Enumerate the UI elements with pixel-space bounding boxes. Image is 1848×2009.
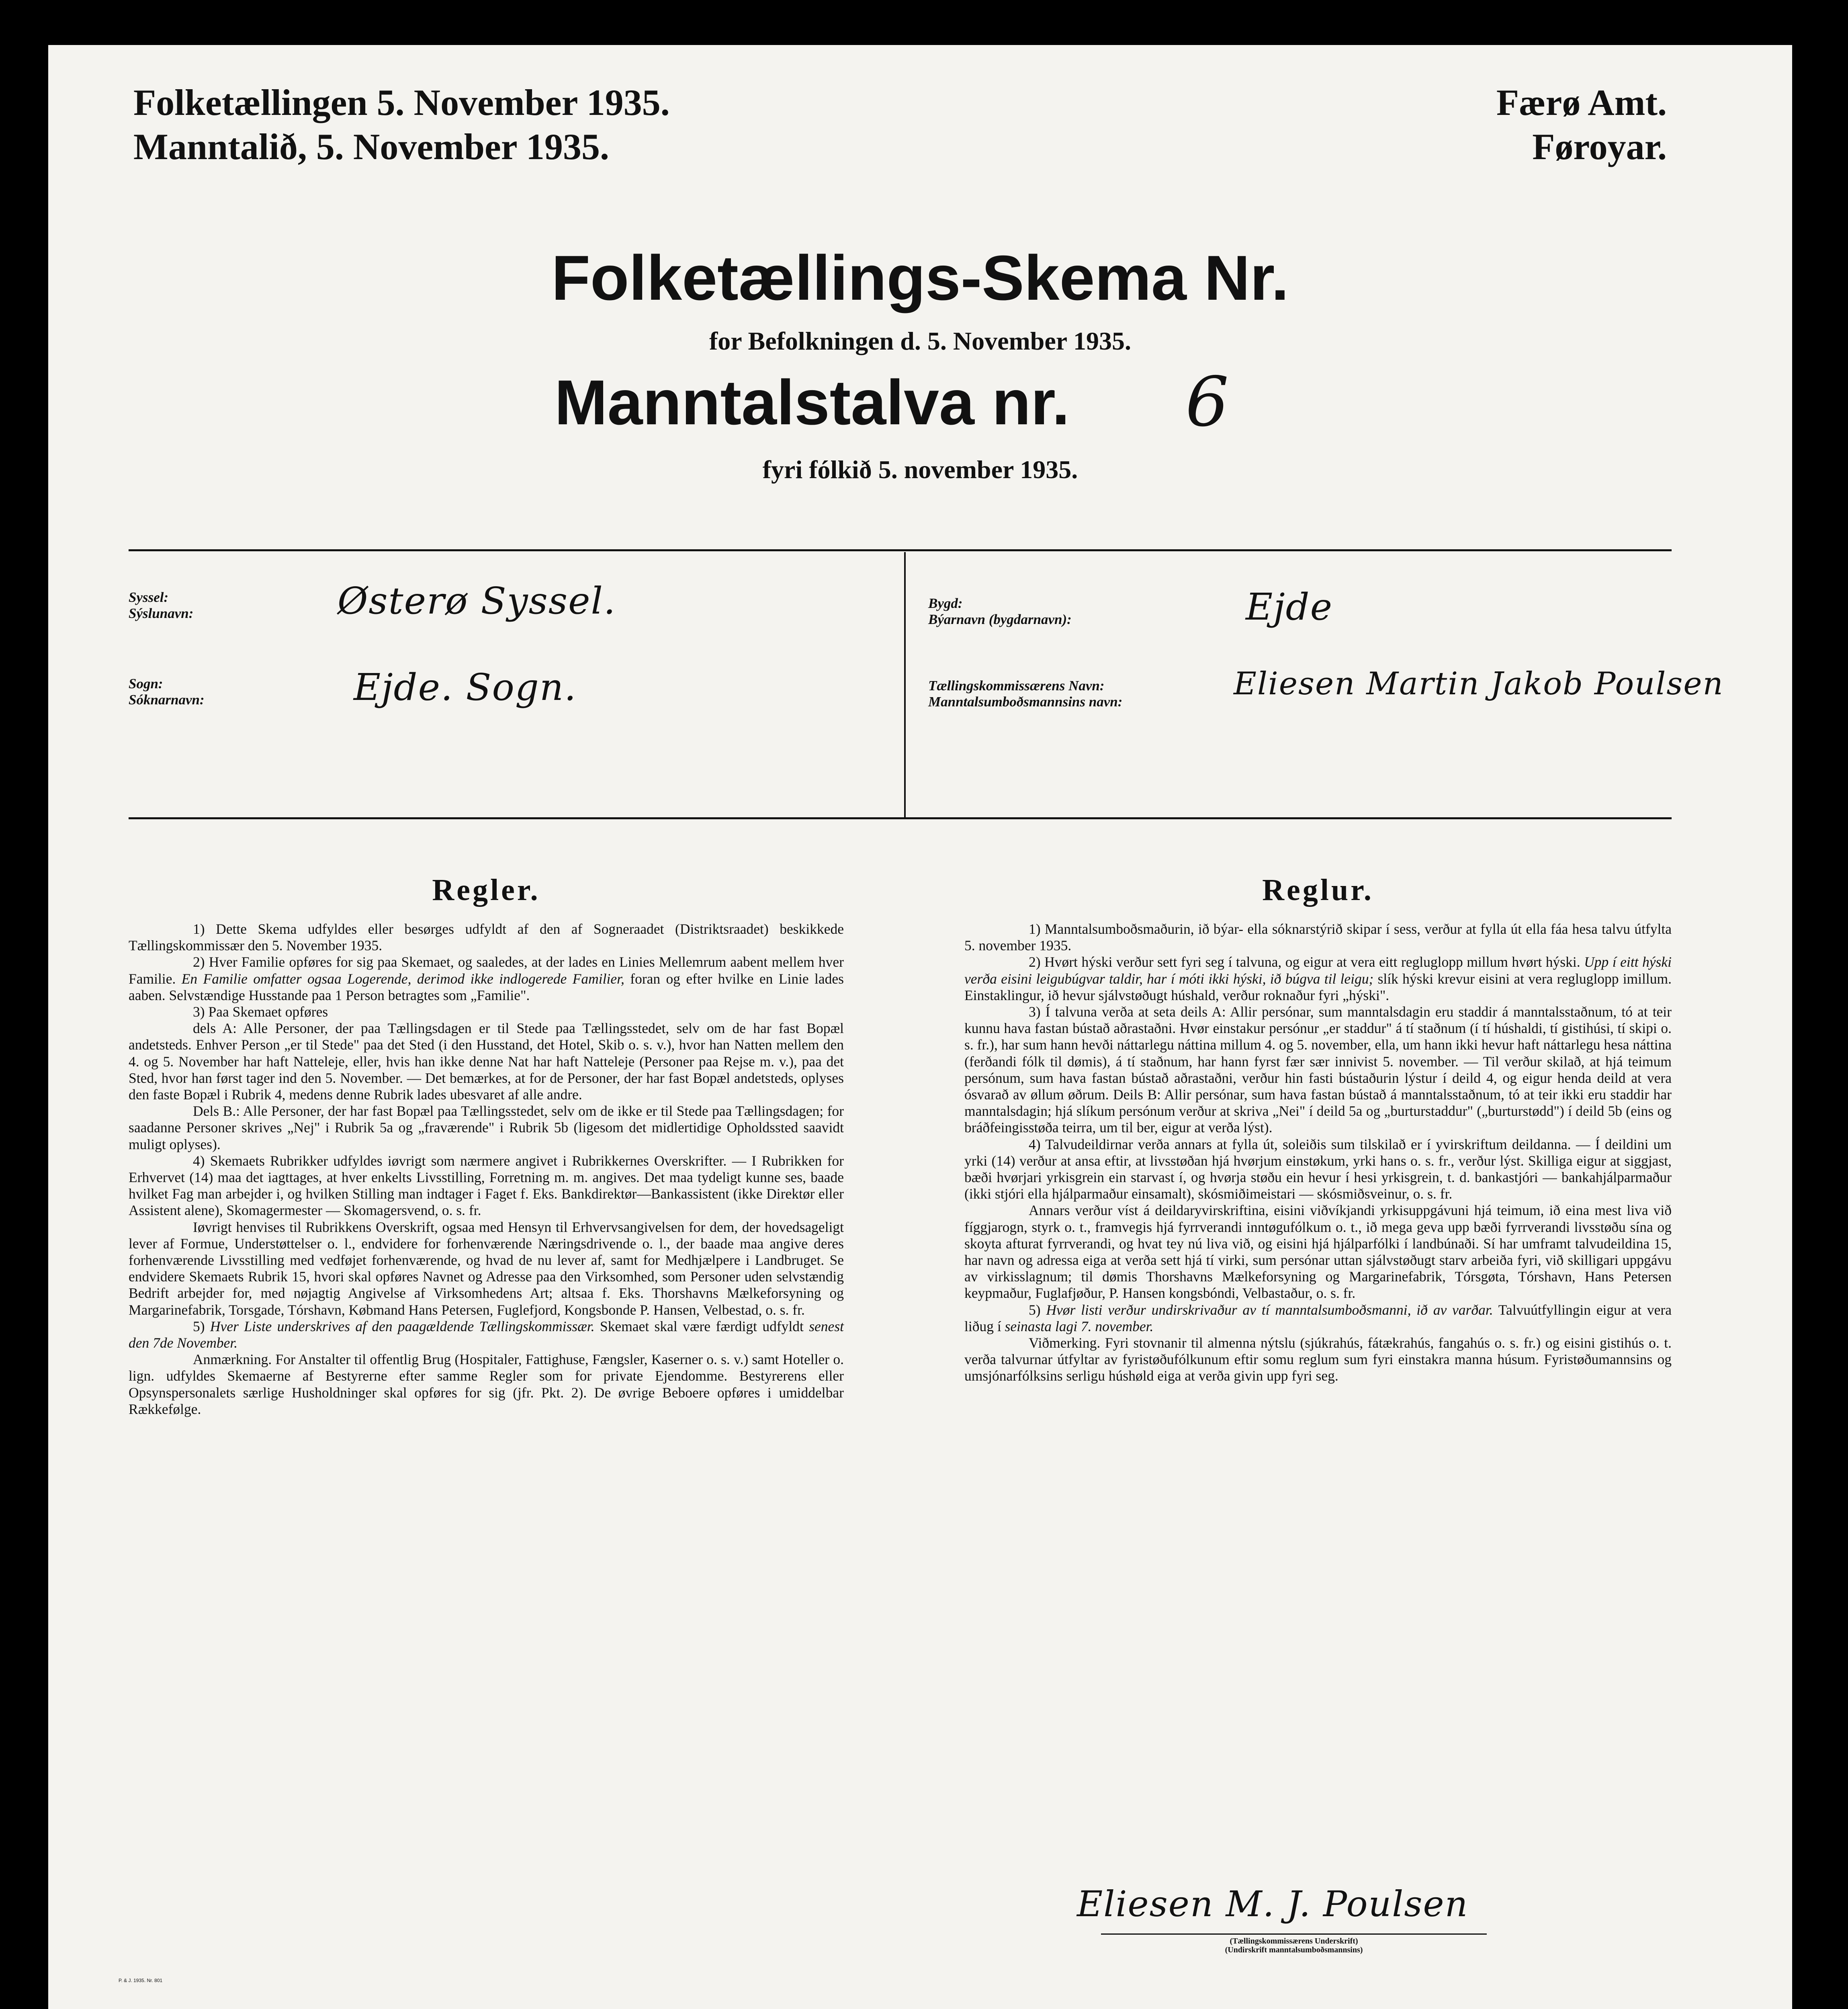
divider-top (129, 549, 1672, 551)
rules-da-note: Anmærkning. For Anstalter til offentlig Brug (Hospitaler, Fattighuse, Fængsler, Kaserner o. s. v.) samt Hoteller o. lign. udfyldes Skemaerne af Bestyrerne efter samme Regler som for private Ejendomme. Bestyrerens eller Opsynspersonalets særlige Husholdninger skal opføres for sig (jfr. Pkt. 2). De øvrige Beboere opføres i umiddelbar Rækkefølge. (129, 1351, 844, 1417)
sogn-value: Ejde. Sogn. (354, 666, 577, 709)
bygd-value: Ejde (1246, 585, 1333, 628)
rules-da-p3: 3) Paa Skemaet opføres (193, 1004, 328, 1020)
bygd-label: Bygd: Býarnavn (bygdarnavn): (928, 595, 1072, 627)
divider-vertical (904, 552, 906, 817)
signature-line (1101, 1933, 1487, 1935)
form-subtitle-faroese: fyri fólkið 5. november 1935. (762, 455, 1078, 484)
census-form-page (48, 45, 1792, 2009)
form-title: Folketællings-Skema Nr. (551, 243, 1289, 313)
rules-fo-p4: 4) Talvudeildirnar verða annars at fylla út, soleiðis sum tilskilað er í yvirskriftum deildanna. — Í deildini um yrki (14) verður at ansa eftir, at livsstøðan hjá hvørjum einstøkum, yrki hans o. s. fr., verður lýst. Skilliga eigur at siggjast, bæði hvørjari yrkisgrein ein starvast í, og hvørja støðu ein hevur í hesi yrkisgrein, t. d. bankastjóri — bankahjálparmaður (ikki stjóri ella hjálparmaður einsamalt), skósmiðimeistari — skósmiðsveinur, o. s. fr. (964, 1136, 1672, 1202)
rules-da-p3b: Dels B.: Alle Personer, der har fast Bopæl paa Tællingsstedet, selv om de ikke er til Stede paa Tællingsdagen; for saadanne Personer skrives „Nej" i Rubrik 5a og „fraværende" i Rubrik 5b (ligesom det midlertidige Opholdssted saavidt muligt oplyses). (129, 1103, 844, 1152)
rules-da-p1: 1) Dette Skema udfyldes eller besørges udfyldt af den af Sogneraadet (Distriktsraadet) beskikkede Tællingskommissær den 5. November 1935. (129, 921, 844, 954)
header-right-line2: Føroyar. (1532, 126, 1667, 167)
form-subtitle: for Befolkningen d. 5. November 1935. (709, 327, 1132, 355)
rules-fo-p5: 5) Hvør listi verður undirskrivaður av tí manntalsumboðsmanni, ið av varðar. Talvuútfyllingin eigur at vera liðug í seinasta lagi 7. november. (964, 1301, 1672, 1334)
syssel-label: Syssel: Sýslunavn: (129, 589, 194, 621)
rules-da-p3a: dels A: Alle Personer, der paa Tællingsdagen er til Stede paa Tællingsstedet, selv om de har fast Bopæl andetsteds. Enhver Person „er til Stede" paa det Sted (i den Husstand, det Hotel, Skib o. s. v.), hvor han Natten mellem den 4. og 5. November har haft Natteleje, eller, hvis han ikke denne Nat har haft Natteleje (Personer paa Rejse m. v.), paa det Sted, hvor han først tager ind den 5. November. — Det bemærkes, at for de Personer, der har fast Bopæl andetsteds, oplyses den faste Bopæl i Rubrik 4, medens denne Rubrik lades ubesvaret af alle andre. (129, 1020, 844, 1103)
rules-da-p2: 2) Hver Familie opføres for sig paa Skemaet, og saaledes, at der lades en Linies Mellemrum aabent mellem hver Familie. En Familie omfatter ogsaa Logerende, derimod ikke indlogerede Familier, foran og efter hvilke en Linie lades aaben. Selvstændige Husstande paa 1 Person betragtes som „Familie". (129, 954, 844, 1003)
rules-da-p4: 4) Skemaets Rubrikker udfyldes iøvrigt som nærmere angivet i Rubrikkernes Overskrifter. — I Rubrikken for Erhvervet (14) maa det iagttages, at hver enkelts Livsstilling, Forretning m. m. angives. Det maa tydeligt kunne ses, baade hvilket Fag man arbejder i, og hvilken Stilling man indtager i Faget f. Eks. Bankdirektør—Bankassistent (ikke Direktør eller Assistent alene), Skomagermester — Skomagersvend, o. s. fr. (129, 1152, 844, 1219)
header-right-line1: Færø Amt. (1496, 82, 1667, 123)
rules-fo-p4b: Annars verður víst á deildaryvirskriftina, eisini viðvíkjandi yrkisuppgávuni hjá teimum, ið eina mest liva við fíggjarogn, styrk o. t., framvegis hjá fyrrverandi inntøgufólkum o. t., ið mega geva upp bæði fyrrverandi livsstøðu sína og skoyta afturat fyrrverandi, og hvat tey nú liva við, og eisini hjá hjálparfólki í landbúnaði. Sí har umframt talvudeildina 15, har navn og adressa eiga at verða sett hjá tí virki, sum persónar uttan sjálvstøðugt starv arbeiða fyri, við skilligari uppgávu av virkisslagnum; til dømis Thorshavns Mælkeforsyning og Margarinefabrik, Tórsgøta, Tórshavn, Hans Petersen keypmaður, Fuglafjøður, P. Hansen kongsbóndi, Velbastaður, o. s. fr. (964, 1202, 1672, 1301)
signature-caption: (Tællingskommissærens Underskrift) (Undirskrift manntalsumboðsmannsins) (1225, 1937, 1363, 1954)
rules-fo-p3: 3) Í talvuna verða at seta deils A: Allir persónar, sum manntalsdagin eru staddir á manntalsstaðnum, tó at teir kunnu hava fastan bústað aðrastaðni. Hvør einstakur persónur „er staddur" á tí staðnum (í tí húshaldi, tí gistihúsi, tí skipi o. s. fr.), har sum hann hevði náttarlegu náttina millum 4. og 5. november, ella, um hann ikki hevur haft náttarlegu hesa náttina (ferðandi fólk til dømis), á tí staðnum, har hann fyrst fær sær innivist 5. november. — Til verður skilað, at hjá teimum persónum, sum hava fastan bústað aðrastaðni, verður hin fasti bústaðurin lýstur í deild 4, og eigur henda deild at vera ósvarað av øllum øðrum. Deils B: Allir persónar, sum hava fastan bústað á manntalsstaðnum, tó at teir ikki eru staddir har manntalsdagin; hjá slíkum persónum verður at skriva „Nei" í deild 5a og „burturstaddur" („burturstødd") í deild 5b (eins og bráðfeingisstøða teirra, um til ber, eigur at verða lýst). (964, 1004, 1672, 1136)
kommissaer-value: Eliesen Martin Jakob Poulsen (1234, 666, 1724, 702)
printer-mark: P. & J. 1935. Nr. 801 (119, 1978, 163, 1983)
rules-fo-p2: 2) Hvørt hýski verður sett fyri seg í talvuna, og eigur at vera eitt regluglopp millum hvørt hýski. Upp í eitt hýski verða eisini leigubúgvar taldir, har í móti ikki hýski, ið búgva til leigu; slík hýski krevur eisini at vera regluglopp imillum. Einstaklingur, ið hevur sjálvstøðugt húshald, verður roknaður fyri „hýski". (964, 954, 1672, 1003)
header-left-line2: Manntalið, 5. November 1935. (133, 126, 610, 167)
rules-fo-note: Viðmerking. Fyri stovnanir til almenna nýtslu (sjúkrahús, fátækrahús, fangahús o. s. fr.) og eisini gistihús o. t. verða talvurnar útfyltar av fyristøðufólkunum eftir somu reglum sum fyri einstakra manna húsum. Fyristøðumannsins og umsjónarfólksins serligu húshøld eiga at verða givin upp fyri seg. (964, 1335, 1672, 1384)
divider-bottom (129, 817, 1672, 819)
kommissaer-label: Tællingskommissærens Navn: Manntalsumboðsmannsins navn: (928, 678, 1123, 710)
rules-fo-p1: 1) Manntalsumboðsmaðurin, ið býar- ella sóknarstýrið skipar í sess, verður at fylla út ella fáa hesa talvu útfylta 5. november 1935. (964, 921, 1672, 954)
form-number: 6 (1185, 362, 1230, 442)
rules-da-text (129, 921, 844, 1418)
syssel-value: Østerø Syssel. (338, 579, 616, 622)
rules-da-p4b: Iøvrigt henvises til Rubrikkens Overskrift, ogsaa med Hensyn til Erhvervsangivelsen for dem, der hovedsageligt lever af Formue, Understøttelser o. l., endvidere for forhenværende Næringsdrivende o. l., der baade maa angive deres forhenværende Livsstilling med vedføjet forhenværende, og hvad de nu lever af, samt for Medhjælpere i Landbruget. Se endvidere Skemaets Rubrik 15, hvori skal opføres Navnet og Adresse paa den Virksomhed, som Personer uden selvstændig Bedrift arbejder for, med nøjagtig Angivelse af Virksomhedens Art; altsaa f. Eks. Thorshavns Mælkeforsyning og Margarinefabrik, Torsgade, Tórshavn, Købmand Hans Petersen, Fuglefjord, Kongsbonde P. Hansen, Velbestad, o. s. fr. (129, 1219, 844, 1318)
header-left-line1: Folketællingen 5. November 1935. (133, 82, 670, 123)
signature: Eliesen M. J. Poulsen (1077, 1883, 1469, 1925)
form-title-faroese: Manntalstalva nr. (555, 367, 1070, 438)
sogn-label: Sogn: Sóknarnavn: (129, 676, 205, 708)
rules-fo-title: Reglur. (1262, 873, 1374, 907)
rules-da-p5: 5) Hver Liste underskrives af den paagældende Tællingskommissær. Skemaet skal være færdigt udfyldt senest den 7de November. (129, 1318, 844, 1351)
rules-da-title: Regler. (432, 873, 540, 907)
rules-fo-text (964, 921, 1672, 1385)
